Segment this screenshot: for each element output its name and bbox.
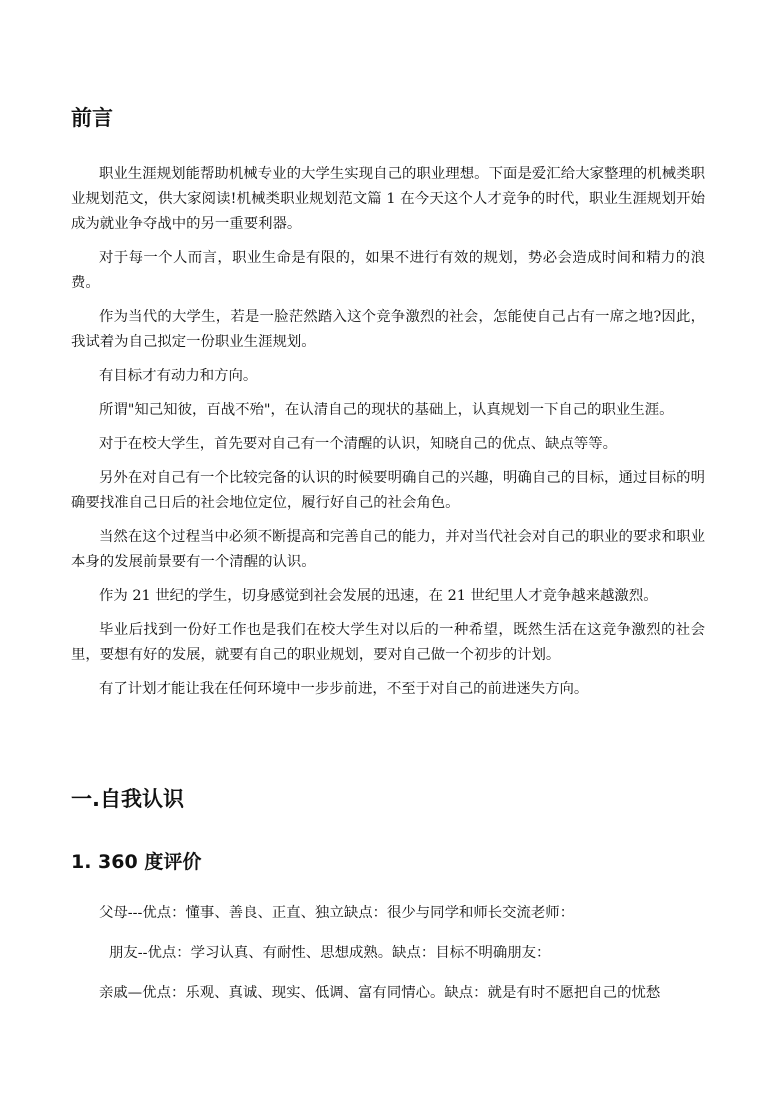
evaluation-list — [71, 901, 705, 1021]
evaluation-heading: 1. 360 度评价 — [71, 851, 202, 873]
preface-paragraph-4: 有目标才有动力和方向。 — [99, 368, 258, 384]
evaluation-relatives: 亲戚—优点：乐观、真诚、现实、低调、富有同情心。缺点：就是有时不愿把自己的忧愁 — [99, 985, 661, 1001]
preface-paragraph-9: 作为 21 世纪的学生，切身感觉到社会发展的迅速，在 21 世纪里人才竞争越来越激烈。 — [99, 588, 658, 604]
preface-paragraph-7: 另外在对自己有一个比较完备的认识的时候要明确自己的兴趣，明确自己的目标，通过目标的明确要找准自己日后的社会地位定位，履行好自己的社会角色。 — [71, 470, 705, 511]
preface-paragraph-1: 职业生涯规划能帮助机械专业的大学生实现自己的职业理想。下面是爱汇给大家整理的机械类职业规划范文，供大家阅读!机械类职业规划范文篇 1 在今天这个人才竞争的时代，职业生涯规划开始成为就业争夺战中的另一重要利器。 — [71, 166, 705, 232]
preface-paragraph-3: 作为当代的大学生，若是一脸茫然踏入这个竞争激烈的社会，怎能使自己占有一席之地?因此，我试着为自己拟定一份职业生涯规划。 — [71, 309, 705, 350]
preface-paragraph-10: 毕业后找到一份好工作也是我们在校大学生对以后的一种希望，既然生活在这竞争激烈的社会里，要想有好的发展，就要有自己的职业规划，要对自己做一个初步的计划。 — [71, 622, 705, 663]
preface-paragraph-8: 当然在这个过程当中必须不断提高和完善自己的能力，并对当代社会对自己的职业的要求和职业本身的发展前景要有一个清醒的认识。 — [71, 529, 705, 570]
preface-heading: 前言 — [71, 106, 113, 130]
preface-paragraph-5: 所谓"知己知彼，百战不殆"，在认清自己的现状的基础上，认真规划一下自己的职业生涯。 — [99, 402, 674, 418]
preface-paragraph-11: 有了计划才能让我在任何环境中一步步前进，不至于对自己的前进迷失方向。 — [99, 681, 589, 697]
preface-paragraph-2: 对于每一个人而言，职业生命是有限的，如果不进行有效的规划，势必会造成时间和精力的浪费。 — [71, 250, 705, 291]
evaluation-parents: 父母---优点：懂事、善良、正直、独立缺点：很少与同学和师长交流老师： — [99, 905, 575, 921]
evaluation-friends: 朋友--优点：学习认真、有耐性、思想成熟。缺点：目标不明确朋友： — [109, 945, 551, 961]
preface-body — [71, 162, 705, 711]
preface-paragraph-6: 对于在校大学生，首先要对自己有一个清醒的认识，知晓自己的优点、缺点等等。 — [99, 436, 618, 452]
self-awareness-heading: 一.自我认识 — [71, 787, 184, 811]
